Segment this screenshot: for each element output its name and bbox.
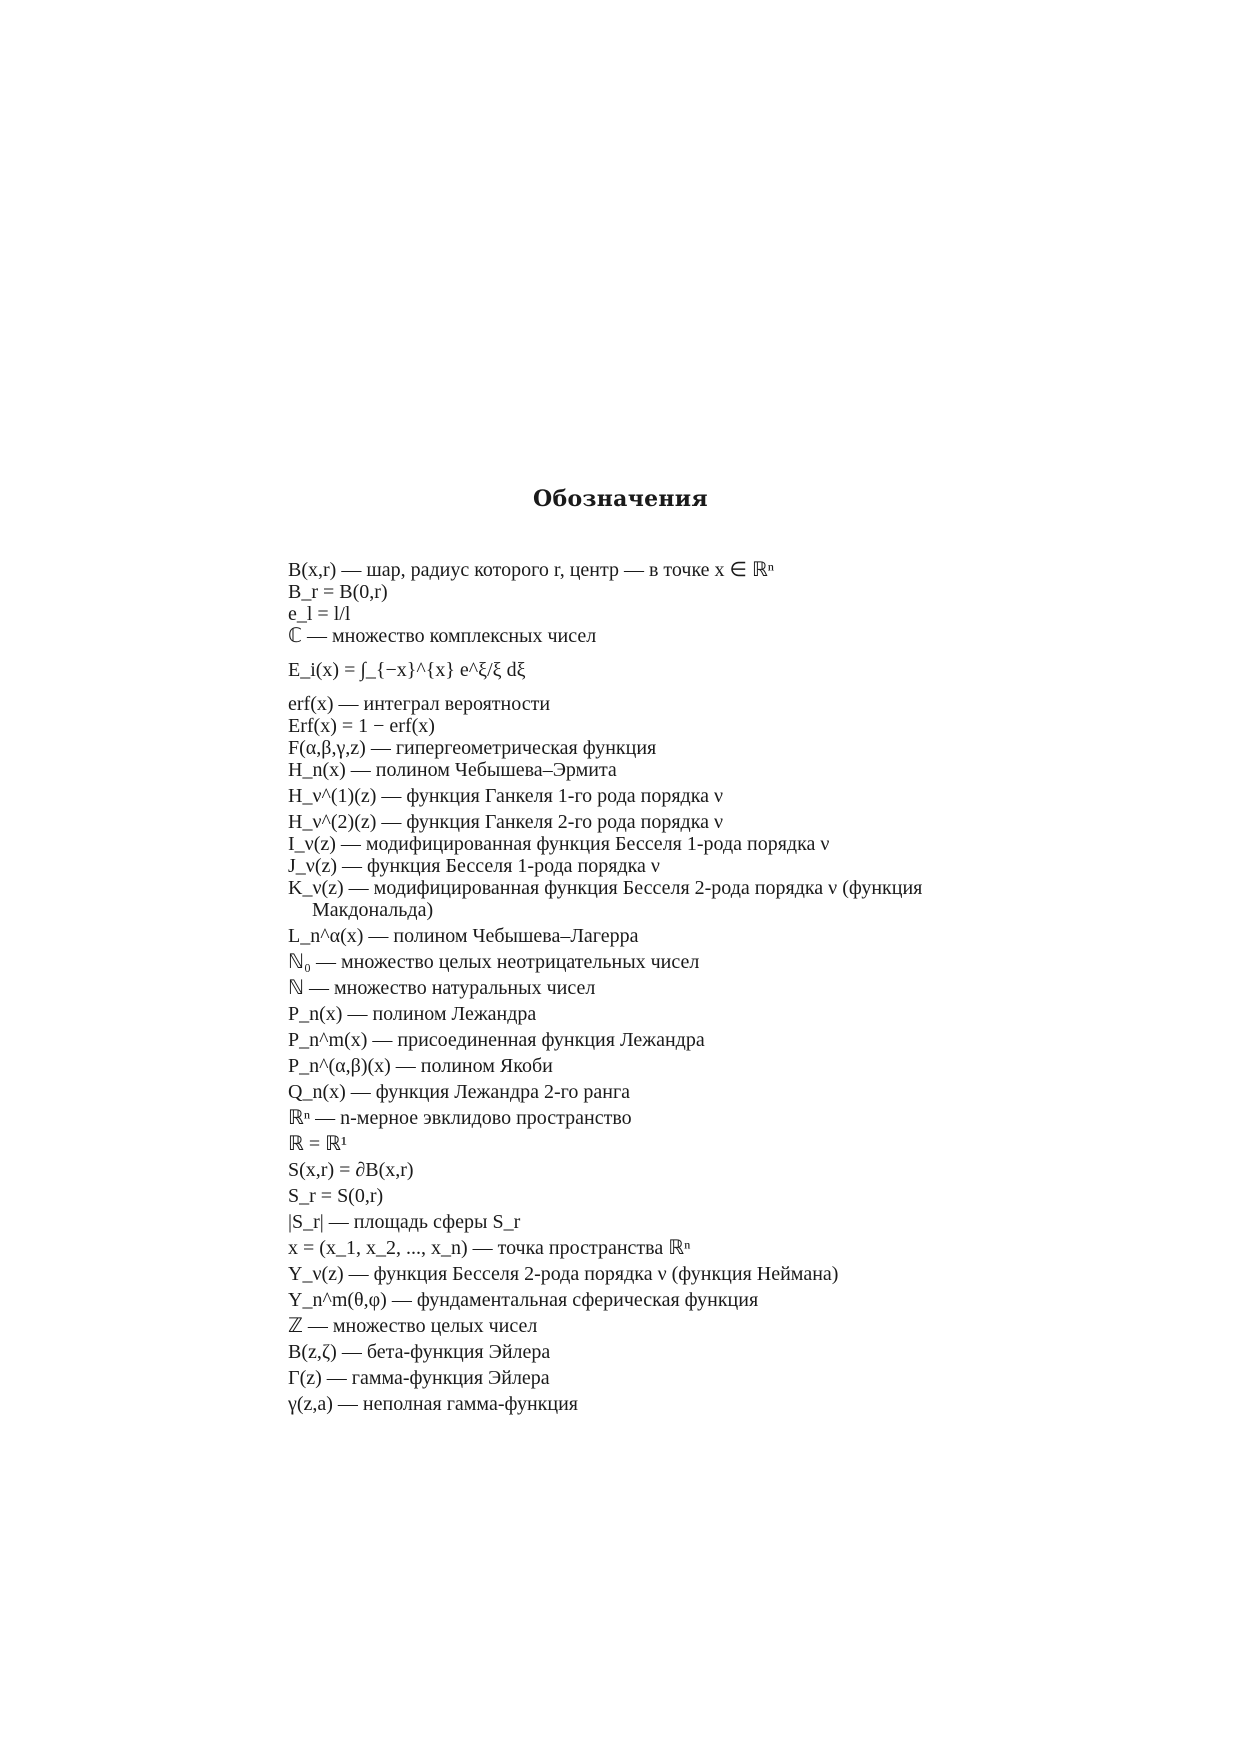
notation-entry: H_ν^(2)(z) — функция Ганкеля 2-го рода порядка ν [288,811,724,833]
notation-list [288,559,988,1415]
notation-entry: ℤ — множество целых чисел [288,1315,538,1337]
notation-entry: Y_n^m(θ,φ) — фундаментальная сферическая функция [288,1289,759,1311]
notation-entry: H_n(x) — полином Чебышева–Эрмита [288,759,617,781]
notation-entry: J_ν(z) — функция Бесселя 1-рода порядка ν [288,855,660,877]
notation-entry-integral: E_i(x) = ∫_{−x}^{x} e^ξ/ξ dξ [288,659,526,681]
notation-entry: Y_ν(z) — функция Бесселя 2-рода порядка ν (функция Неймана) [288,1263,839,1285]
notation-entry: erf(x) — интеграл вероятности [288,693,551,715]
notation-entry: Γ(z) — гамма-функция Эйлера [288,1367,550,1389]
notation-entry: F(α,β,γ,z) — гипергеометрическая функция [288,737,657,759]
notation-entry: x = (x_1, x_2, ..., x_n) — точка пространства ℝⁿ [288,1237,691,1259]
notation-entry: ℂ — множество комплексных чисел [288,625,597,647]
notation-entry: S(x,r) = ∂B(x,r) [288,1159,414,1181]
notation-entry: I_ν(z) — модифицированная функция Бесселя 1-рода порядка ν [288,833,830,855]
notation-entry: P_n(x) — полином Лежандра [288,1003,537,1025]
notation-entry: ℕ — множество натуральных чисел [288,977,596,999]
notation-entry: ℝⁿ — n-мерное эвклидово пространство [288,1107,632,1129]
notation-entry: Q_n(x) — функция Лежандра 2-го ранга [288,1081,631,1103]
notation-entry: Erf(x) = 1 − erf(x) [288,715,435,737]
notation-entry: B_r = B(0,r) [288,581,388,603]
notation-entry: B(x,r) — шар, радиус которого r, центр — в точке x ∈ ℝⁿ [288,559,775,581]
notation-entry: e_l = l/l [288,603,351,625]
notation-entry: ℕ₀ — множество целых неотрицательных чисел [288,951,700,973]
notation-entry: S_r = S(0,r) [288,1185,384,1207]
page-title: Обозначения [533,486,708,512]
notation-entry: L_n^α(x) — полином Чебышева–Лагерра [288,925,639,947]
notation-entry: P_n^(α,β)(x) — полином Якоби [288,1055,553,1077]
notation-entry: ℝ = ℝ¹ [288,1133,347,1155]
notation-entry: H_ν^(1)(z) — функция Ганкеля 1-го рода порядка ν [288,785,724,807]
notation-entry: γ(z,a) — неполная гамма-функция [288,1393,578,1415]
notation-entry: B(z,ζ) — бета-функция Эйлера [288,1341,551,1363]
notation-entry: P_n^m(x) — присоединенная функция Лежандра [288,1029,705,1051]
notation-entry: |S_r| — площадь сферы S_r [288,1211,521,1233]
notation-entry: K_ν(z) — модифицированная функция Бесселя 2-рода порядка ν (функция Макдональда) [288,877,923,921]
